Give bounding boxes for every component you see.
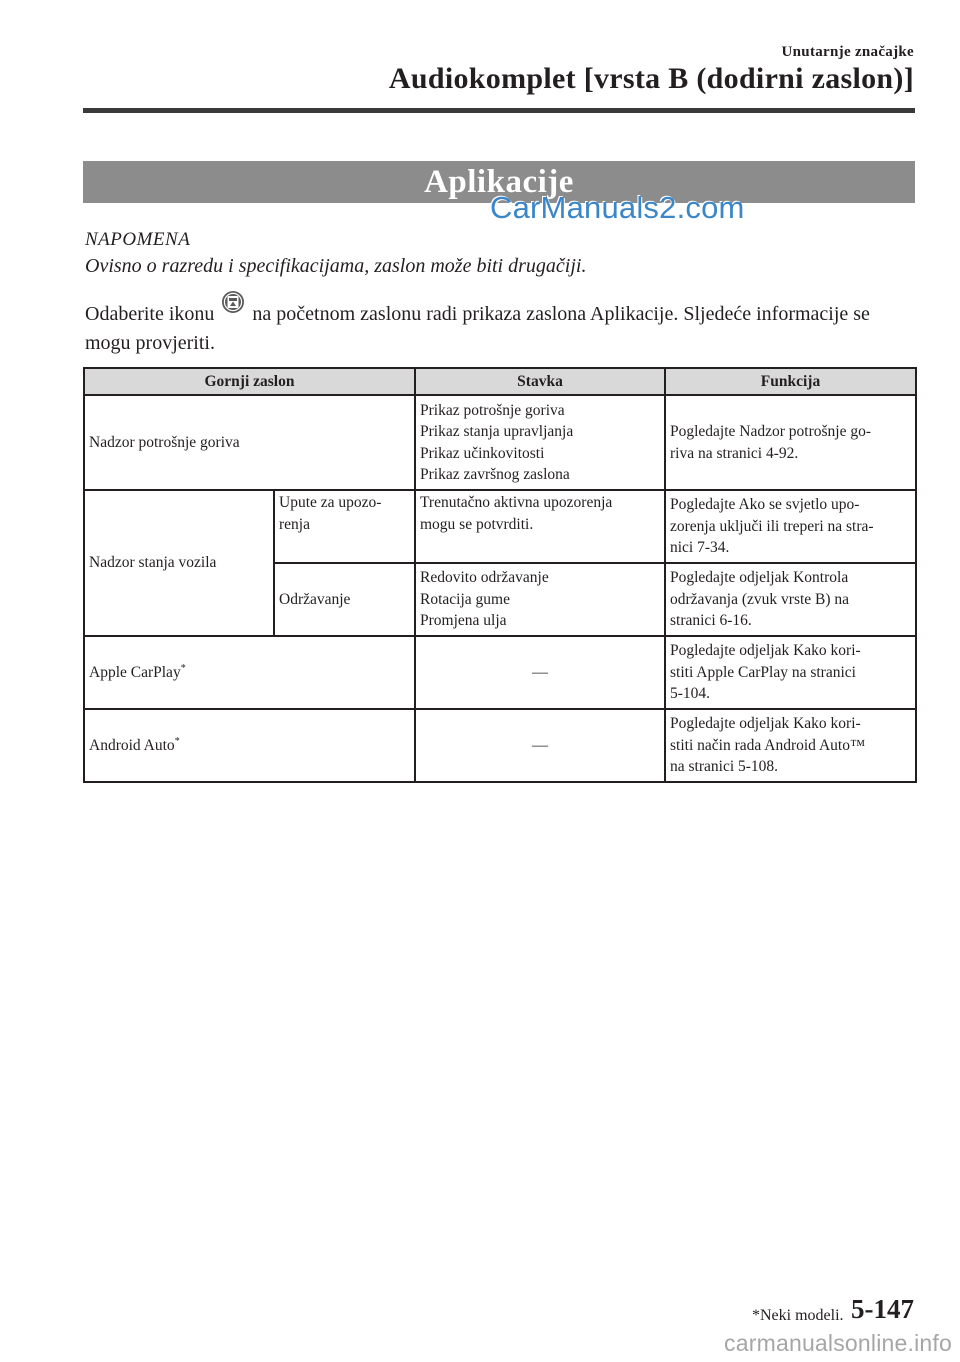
cell-line: riva na stranici 4-92. [670, 444, 799, 462]
cell-item [415, 395, 665, 490]
note-text: Ovisno o razredu i specifikacijama, zaslon može biti drugačiji. [85, 255, 587, 277]
cell-function [665, 709, 916, 782]
cell-line: renja [279, 515, 310, 533]
cell-line: Pogledajte odjeljak Kako kori- [670, 642, 861, 660]
cell-subcategory [274, 563, 415, 636]
cell-line: Upute za upozo- [279, 494, 382, 511]
cell-top-screen [84, 636, 415, 709]
table-row [84, 395, 916, 490]
applications-icon [221, 290, 245, 314]
cell-line: Prikaz učinkovitosti [420, 444, 545, 462]
cell-top-screen [84, 395, 415, 490]
watermark-bottom: carmanualsonline.info [724, 1330, 952, 1356]
cell-line: Prikaz potrošnje goriva [420, 401, 565, 419]
header-rule [83, 108, 915, 113]
cell-line: na stranici 5-108. [670, 758, 779, 776]
watermark-top: CarManuals2.com [490, 190, 745, 225]
cell-line: mogu se potvrditi. [420, 515, 534, 533]
cell-line: Održavanje [279, 590, 351, 608]
cell-line: stranici 6-16. [670, 612, 752, 630]
cell-function [665, 636, 916, 709]
cell-line: Prikaz završnog zaslona [420, 466, 570, 483]
intro-after-icon: na početnom zaslonu radi prikaza zaslona Aplikacije. Sljedeće informacije se mogu provjeriti. [85, 303, 870, 354]
cell-line: Pogledajte odjeljak Kontrola [670, 569, 849, 587]
empty-dash: — [532, 736, 548, 754]
column-header-top-screen: Gornji zaslon [84, 368, 415, 395]
cell-line: održavanja (zvuk vrste B) na [670, 590, 850, 608]
page-heading: Aplikacije [424, 163, 574, 200]
cell-line: Redovito održavanje [420, 569, 549, 587]
page-number: 5-147 [851, 1294, 914, 1324]
cell-line: Pogledajte odjeljak Kako kori- [670, 715, 861, 733]
cell-text: Android Auto [89, 736, 175, 754]
cell-text: Nadzor stanja vozila [89, 554, 217, 572]
cell-item [415, 636, 665, 709]
cell-item [415, 709, 665, 782]
intro-paragraph [85, 298, 913, 358]
table-row [84, 490, 916, 563]
table-row [84, 709, 916, 782]
cell-line: Prikaz stanja upravljanja [420, 423, 574, 440]
footnote-mark: * [180, 662, 186, 674]
cell-text: Nadzor potrošnje goriva [89, 433, 240, 451]
footnote-mark: * [174, 735, 180, 747]
cell-function [665, 490, 916, 563]
intro-before-icon: Odaberite ikonu [85, 303, 215, 325]
column-header-function: Funkcija [665, 368, 916, 395]
chapter-title: Unutarnje značajke [781, 44, 914, 60]
column-header-item: Stavka [415, 368, 665, 395]
cell-subcategory [274, 490, 415, 563]
note-title: NAPOMENA [85, 229, 191, 250]
cell-top-screen [84, 490, 274, 636]
empty-dash: — [532, 663, 548, 681]
cell-line: stiti način rada Android Auto™ [670, 736, 866, 754]
cell-item [415, 563, 665, 636]
table-row [84, 636, 916, 709]
cell-line: Pogledajte Ako se svjetlo upo- [670, 496, 860, 514]
cell-line: nici 7-34. [670, 539, 730, 557]
cell-line: Trenutačno aktivna upozorenja [420, 494, 613, 511]
cell-line: Rotacija gume [420, 590, 510, 608]
applications-table [83, 367, 917, 783]
cell-function [665, 563, 916, 636]
footnote: *Neki modeli. [752, 1307, 844, 1324]
cell-item [415, 490, 665, 563]
cell-line: zorenja uključi ili treperi na stra- [670, 517, 874, 535]
section-title: Audiokomplet [vrsta B (dodirni zaslon)] [388, 62, 914, 95]
table-header-row [84, 368, 916, 395]
cell-text: Apple CarPlay [89, 663, 181, 681]
cell-line: Promjena ulja [420, 612, 507, 630]
cell-line: Pogledajte Nadzor potrošnje go- [670, 423, 872, 440]
cell-top-screen [84, 709, 415, 782]
cell-line: stiti Apple CarPlay na stranici [670, 663, 856, 681]
cell-function [665, 395, 916, 490]
cell-line: 5-104. [670, 685, 711, 703]
